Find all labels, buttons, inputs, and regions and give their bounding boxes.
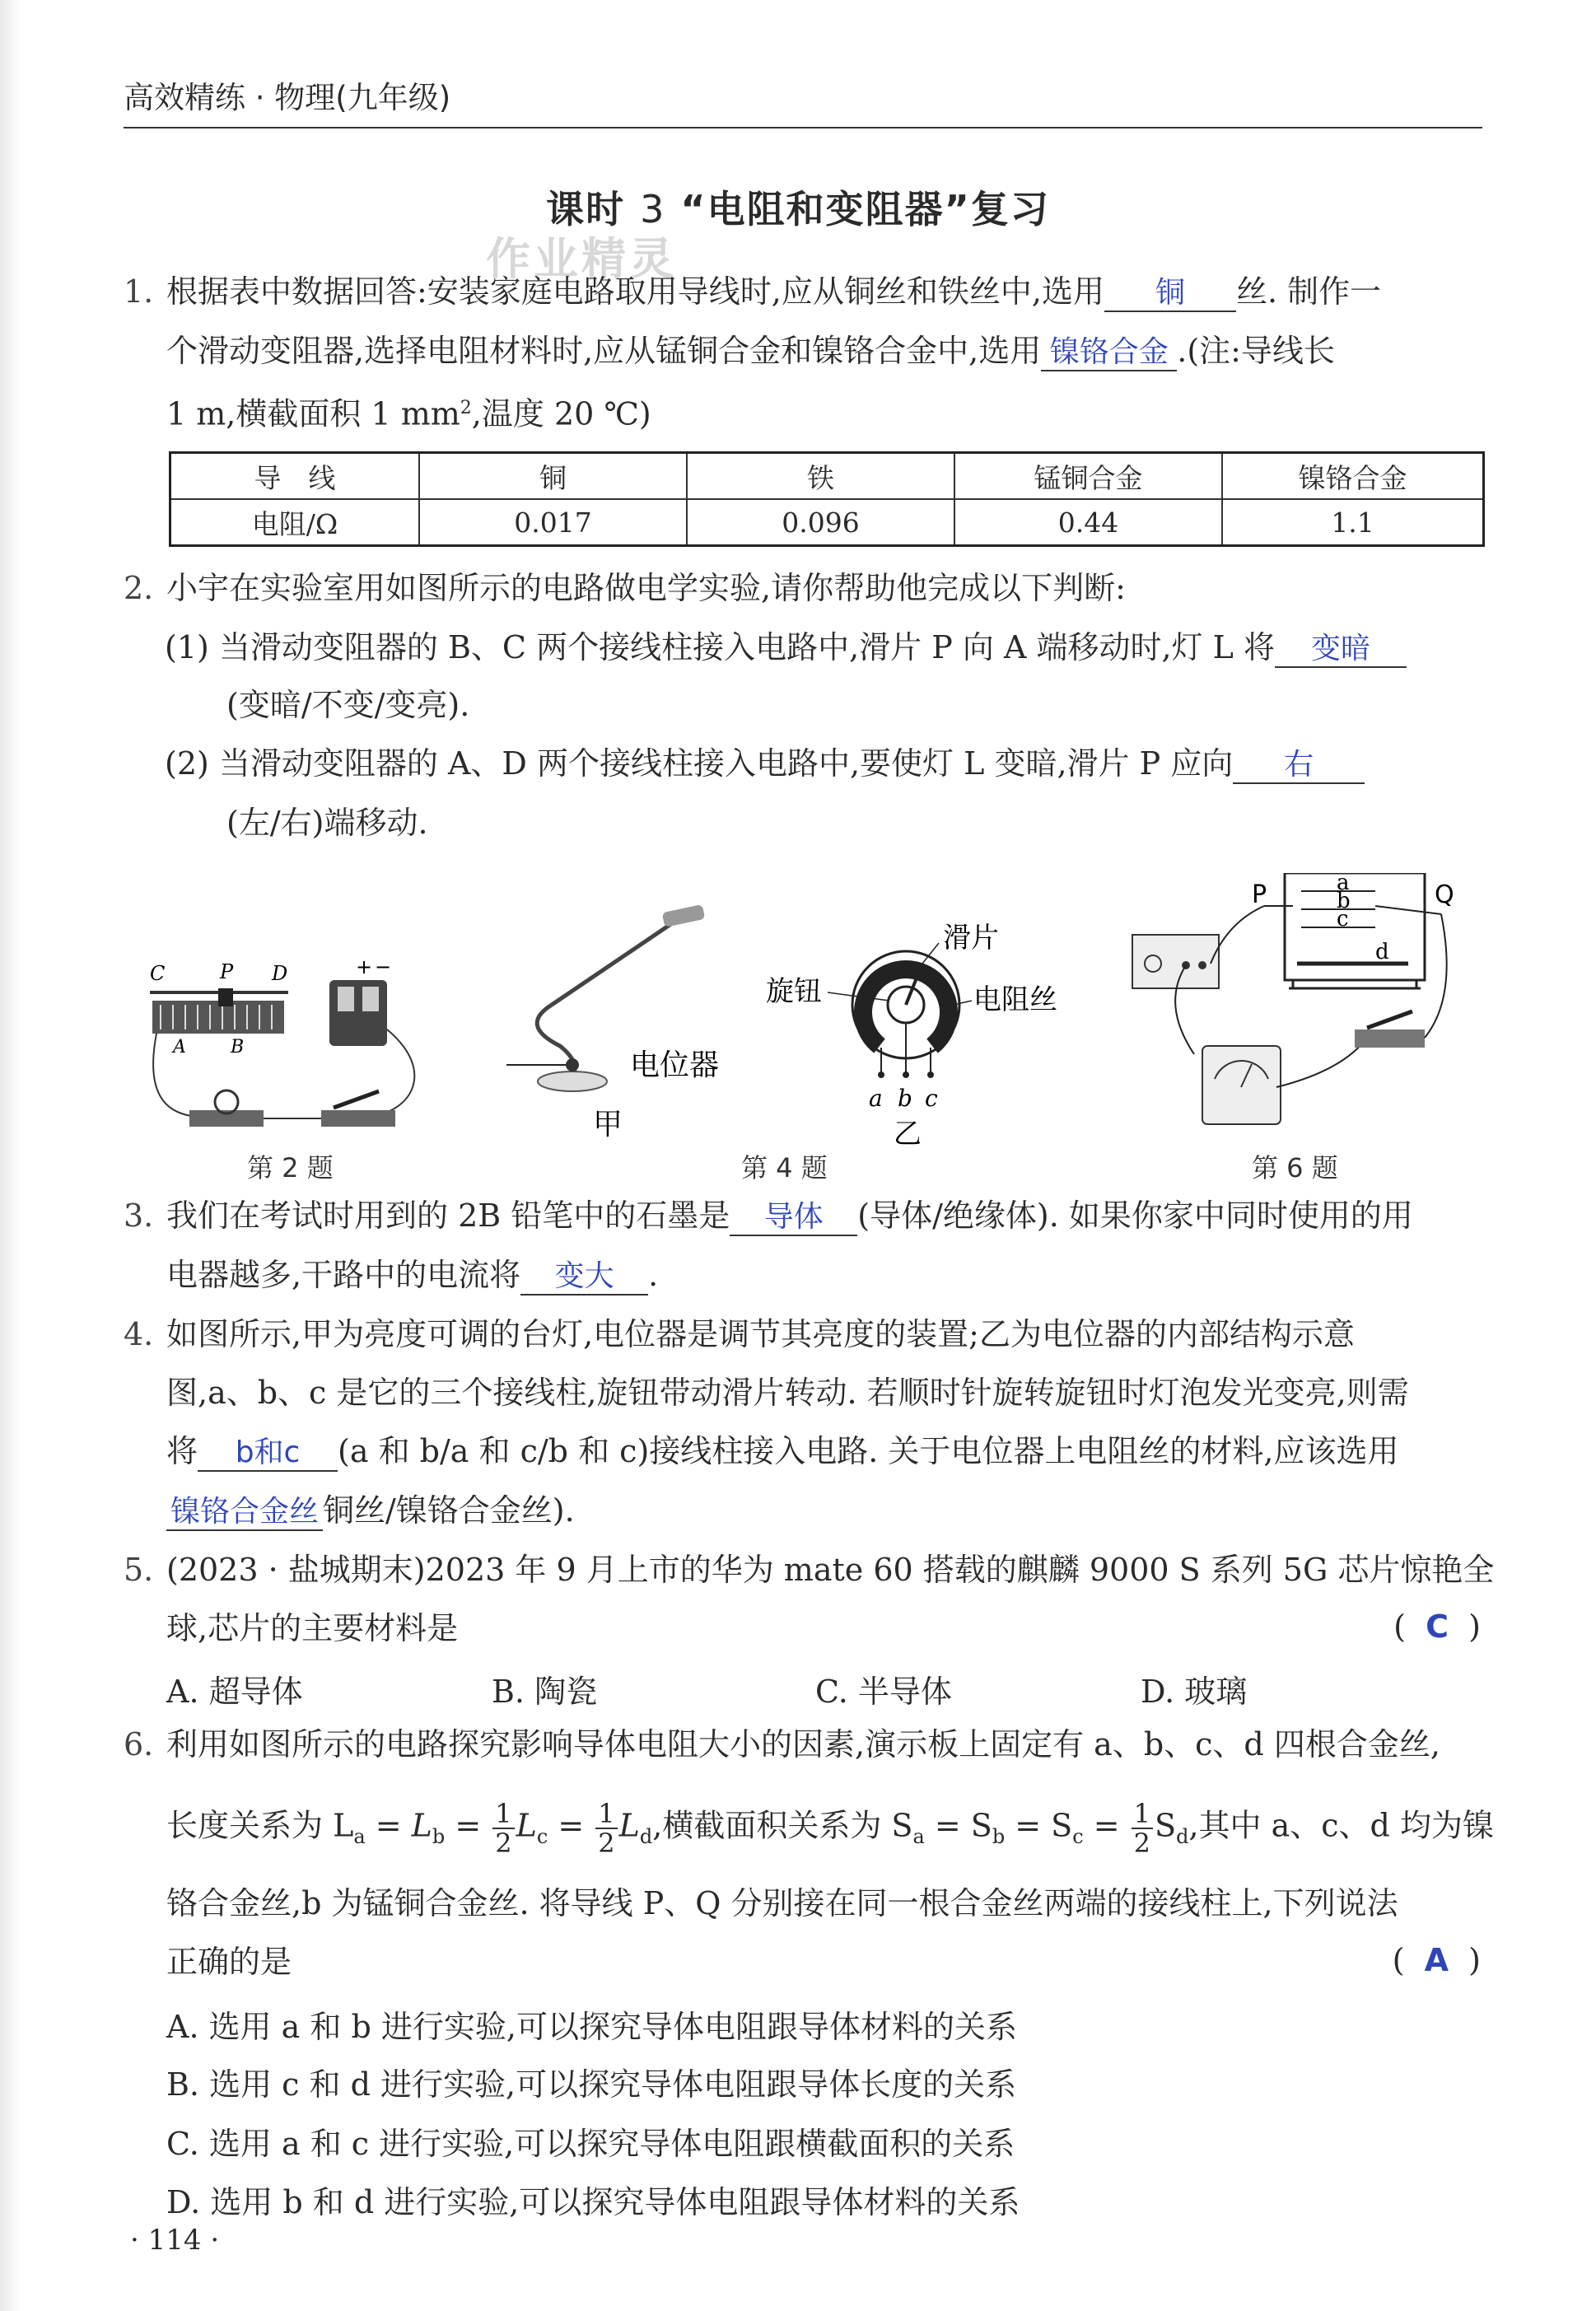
page-edge-shadow	[0, 0, 21, 2311]
q3-answer-blank-1: 导体	[730, 1200, 857, 1236]
switch-icon	[321, 1110, 395, 1127]
q6-line1: 6. 利用如图所示的电路探究影响导体电阻大小的因素,演示板上固定有 a、b、c、d 四根合金丝,	[124, 1726, 1440, 1762]
svg-text:B: B	[231, 1037, 245, 1057]
q5-answer: C	[1426, 1608, 1449, 1645]
figure-q4-lamp	[502, 902, 774, 1149]
svg-text:b: b	[1337, 889, 1351, 913]
lesson-title	[0, 180, 1596, 234]
svg-text:a: a	[1337, 873, 1350, 895]
fraction-half: $\frac{1}{2}$	[492, 1800, 514, 1857]
svg-text:旋钮: 旋钮	[766, 975, 822, 1008]
caption-q2: 第 2 题	[247, 1152, 334, 1184]
q5-option-d: D. 玻璃	[1141, 1674, 1248, 1710]
caption-q4: 第 4 题	[741, 1152, 828, 1184]
svg-text:+: +	[356, 955, 373, 978]
q4-line3: 将 b和c (a 和 b/a 和 c/b 和 c)接线柱接入电路. 关于电位器上电阻丝的材料,应该选用	[124, 1431, 1399, 1472]
svg-text:b: b	[898, 1085, 912, 1112]
q6-option-c: C. 选用 a 和 c 进行实验,可以探究导体电阻跟横截面积的关系	[166, 2126, 1015, 2162]
caption-q6: 第 6 题	[1252, 1152, 1338, 1184]
q5-line2: 球,芯片的主要材料是	[166, 1610, 459, 1646]
q6-option-d: D. 选用 b 和 d 进行实验,可以探究导体电阻跟导体材料的关系	[166, 2184, 1020, 2220]
q2-part1-options: (变暗/不变/变亮).	[226, 687, 470, 723]
q3-line1: 3. 我们在考试时用到的 2B 铅笔中的石墨是 导体 (导体/绝缘体). 如果你家中同时使用的用	[124, 1196, 1413, 1236]
q2-part1: (1) 当滑动变阻器的 B、C 两个接线柱接入电路中,滑片 P 向 A 端移动时,灯 L 将 变暗	[165, 628, 1407, 668]
book-header: 高效精练 · 物理(九年级)	[124, 80, 451, 115]
svg-text:甲: 甲	[593, 1108, 623, 1141]
watermark: 作业精灵	[486, 233, 677, 285]
q4-line4: 镍铬合金丝 铜丝/镍铬合金丝).	[124, 1491, 575, 1531]
svg-text:乙: 乙	[894, 1118, 922, 1151]
q5-answer-bracket: ( C )	[1393, 1608, 1481, 1645]
potentiometer-icon	[566, 1058, 579, 1071]
svg-text:Q: Q	[1435, 880, 1454, 909]
q2-part2-options: (左/右)端移动.	[226, 805, 428, 841]
q3-answer-blank-2: 变大	[520, 1259, 648, 1296]
q6-line3: 铬合金丝,b 为锰铜合金丝. 将导线 P、Q 分别接在同一根合金丝两端的接线柱上,下列说法	[166, 1885, 1398, 1921]
q4-answer-blank-1: b和c	[198, 1436, 338, 1472]
q6-option-a: A. 选用 a 和 b 进行实验,可以探究导体电阻跟导体材料的关系	[166, 2009, 1017, 2045]
lesson-number: 3	[640, 187, 666, 231]
svg-text:D: D	[272, 962, 288, 985]
q6-option-b: B. 选用 c 和 d 进行实验,可以探究导体电阻跟导体长度的关系	[166, 2066, 1017, 2103]
q2-answer-blank-2: 右	[1233, 748, 1365, 784]
q1-line3: 1 m,横截面积 1 $mm^2$,温度 20 ℃)	[166, 395, 651, 432]
q5-option-a: A. 超导体	[166, 1674, 303, 1710]
q4-line2: 图,a、b、c 是它的三个接线柱,旋钮带动滑片转动. 若顺时针旋转旋钮时灯泡发光变亮,则需	[166, 1375, 1409, 1411]
svg-text:d: d	[1375, 940, 1389, 964]
figure-q4-dial	[766, 914, 1087, 1153]
figure-q6-board	[1128, 873, 1474, 1145]
q5-option-b: B. 陶瓷	[492, 1674, 598, 1710]
svg-text:P: P	[1252, 880, 1267, 909]
q2-answer-blank-1: 变暗	[1275, 632, 1407, 668]
svg-text:c: c	[1337, 907, 1349, 931]
svg-text:A: A	[173, 1037, 186, 1057]
q1-answer-blank-1: 铜	[1104, 276, 1236, 312]
q4-line1: 4. 如图所示,甲为亮度可调的台灯,电位器是调节其亮度的装置;乙为电位器的内部结构示意	[124, 1316, 1355, 1352]
switch-icon	[1355, 1029, 1425, 1048]
q6-answer-bracket: ( A )	[1392, 1942, 1481, 1978]
q5-line1: 5. (2023 · 盐城期末)2023 年 9 月上市的华为 mate 60 搭载的麒麟 9000 S 系列 5G 芯片惊艳全	[124, 1552, 1495, 1588]
svg-text:P: P	[220, 960, 234, 983]
q1-answer-blank-2: 镍铬合金	[1041, 335, 1177, 371]
q6-line2: 长度关系为 $L_a = L_b$ = $\frac{1}{2}$ $L_c$ = $\frac{1}{2}$ $L_d$,横截面积关系为 $S_a = S_b = S_c$ = $\frac{1}{2}$ $S_d$,其中 a、c、d 均为镍	[166, 1798, 1494, 1859]
q5-option-c: C. 半导体	[815, 1674, 952, 1710]
figure-q2-circuit	[140, 955, 486, 1153]
fraction-half: $\frac{1}{2}$	[595, 1800, 617, 1857]
svg-text:电阻丝: 电阻丝	[973, 983, 1057, 1016]
resistance-table	[169, 451, 1485, 547]
lamp-icon	[215, 1090, 238, 1113]
q3-line2: 电器越多,干路中的电流将 变大 .	[124, 1255, 658, 1296]
lesson-label: 课时	[546, 187, 626, 231]
page-number: · 114 ·	[130, 2224, 220, 2257]
q1-line1: 1. 根据表中数据回答:安装家庭电路取用导线时,应从铜丝和铁丝中,选用 铜 丝. 制作一	[124, 272, 1381, 312]
q6-answer: A	[1424, 1942, 1449, 1978]
svg-text:滑片: 滑片	[943, 922, 999, 955]
svg-text:a: a	[869, 1085, 883, 1112]
svg-text:−: −	[375, 955, 392, 978]
q2-part2: (2) 当滑动变阻器的 A、D 两个接线柱接入电路中,要使灯 L 变暗,滑片 P 应向 右	[165, 744, 1365, 784]
q6-line4: 正确的是	[166, 1944, 292, 1980]
lesson-name: “电阻和变阻器”复习	[680, 187, 1050, 231]
header-divider	[124, 127, 1482, 128]
table-row: 电阻/Ω 0.017 0.096 0.44 1.1	[170, 499, 1484, 546]
svg-text:c: c	[925, 1085, 938, 1112]
svg-text:C: C	[150, 962, 166, 985]
svg-text:电位器: 电位器	[630, 1048, 720, 1082]
q4-answer-blank-2: 镍铬合金丝	[166, 1495, 323, 1531]
q2-stem: 2. 小宇在实验室用如图所示的电路做电学实验,请你帮助他完成以下判断:	[124, 570, 1126, 606]
fraction-half: $\frac{1}{2}$	[1132, 1800, 1153, 1857]
table-row: 导 线 铜 铁 锰铜合金 镍铬合金	[170, 453, 1484, 500]
q1-line2: 个滑动变阻器,选择电阻材料时,应从锰铜合金和镍铬合金中,选用 镍铬合金 .(注:导线长	[124, 331, 1335, 371]
